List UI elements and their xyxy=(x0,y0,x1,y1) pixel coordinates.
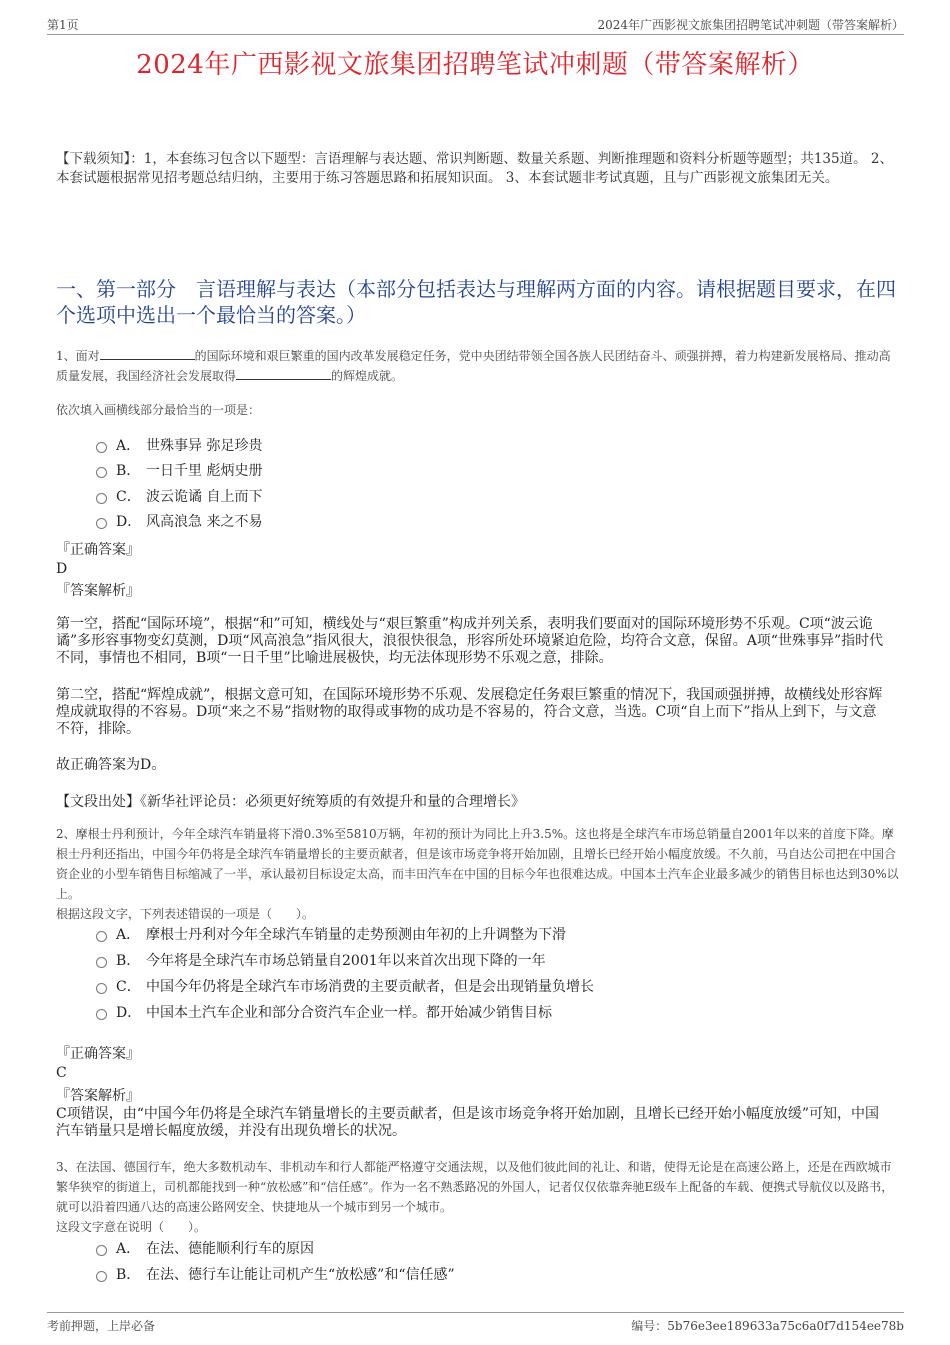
q3-option-a[interactable]: A． 在法、德能顺利行车的原因 xyxy=(96,1238,314,1260)
q3-prompt: 这段文字意在说明（ ）。 xyxy=(56,1220,207,1234)
radio-icon[interactable] xyxy=(96,931,107,942)
q1-option-d[interactable]: D． 风高浪急 来之不易 xyxy=(96,511,262,533)
q2-option-d[interactable]: D． 中国本土汽车企业和部分合资汽车企业一样。都开始减少销售目标 xyxy=(96,1002,552,1024)
radio-icon[interactable] xyxy=(96,957,107,968)
q2-analysis: C项错误，由“中国今年仍将是全球汽车销量增长的主要贡献者，但是该市场竞争将开始加剧，且增长已经开始小幅度放缓”可知，中国汽车销量只是增长幅度放缓，并没有出现负增长的状况。 xyxy=(56,1106,880,1139)
q1-option-c[interactable]: C． 波云诡谲 自上而下 xyxy=(96,486,262,508)
q1-analysis-label: 『答案解析』 xyxy=(56,583,140,599)
q1-answer-label: 『正确答案』 xyxy=(56,542,140,558)
q1-answer: D xyxy=(56,561,68,577)
footer-serial-number: 编号：5b76e3ee189633a75c6a0f7d154ee78b xyxy=(631,1319,904,1333)
q2-answer: C xyxy=(56,1065,67,1081)
radio-icon[interactable] xyxy=(96,518,107,529)
question-3-text: 3、在法国、德国行车，绝大多数机动车、非机动车和行人都能严格遵守交通法规，以及他们彼此间的礼让、和谐，使得无论是在高速公路上，还是在西欧城市繁华狭窄的街道上，司机都能找到一种“放松感”和“信任感”。作为一名不熟悉路况的外国人，记者仅仅依靠奔驰E级车上配备的车载、便携式导航仪以及路书，就可以沿着四通八达的高速公路网安全、快捷地从一个城市到另一个城市。 xyxy=(56,1160,894,1214)
download-notice: 【下载须知】：1，本套练习包含以下题型：言语理解与表达题、常识判断题、数量关系题、判断推理题和资料分析题等题型；共135道。 2、本套试题根据常见招考题总结归纳，主要用于练习答题思路和拓展知识面。 3、本套试题非考试真题，且与广西影视文旅集团无关。 xyxy=(56,151,893,186)
q2-option-a[interactable]: A． 摩根士丹利对今年全球汽车销量的走势预测由年初的上升调整为下滑 xyxy=(96,924,566,946)
radio-icon[interactable] xyxy=(96,1271,107,1282)
q1-prompt: 依次填入画横线部分最恰当的一项是： xyxy=(56,403,261,417)
q1-text-part3: 的辉煌成就。 xyxy=(331,369,404,383)
q2-option-b[interactable]: B． 今年将是全球汽车市场总销量自2001年以来首次出现下降的一年 xyxy=(96,950,546,972)
document-title: 2024年广西影视文旅集团招聘笔试冲刺题（带答案解析） xyxy=(136,50,814,80)
q3-option-b[interactable]: B． 在法、德行车让能让司机产生“放松感”和“信任感” xyxy=(96,1264,455,1286)
q2-prompt: 根据这段文字，下列表述错误的一项是（ ）。 xyxy=(56,907,315,921)
page-footer xyxy=(47,1312,904,1335)
radio-icon[interactable] xyxy=(96,1009,107,1020)
q1-option-a[interactable]: A． 世殊事异 弥足珍贵 xyxy=(96,435,262,457)
radio-icon[interactable] xyxy=(96,1245,107,1256)
question-1-text xyxy=(56,346,900,386)
section-heading: 一、第一部分 言语理解与表达（本部分包括表达与理解两方面的内容。请根据题目要求，在四个选项中选出一个最恰当的答案。） xyxy=(56,277,896,327)
fill-blank-1 xyxy=(100,347,195,360)
page-header xyxy=(47,14,904,35)
page-number: 第1页 xyxy=(47,18,79,32)
q2-answer-label: 『正确答案』 xyxy=(56,1046,140,1062)
q1-conclusion: 故正确答案为D。 xyxy=(56,757,166,773)
q1-text-part1: 1、面对 xyxy=(56,349,100,363)
header-doc-title: 2024年广西影视文旅集团招聘笔试冲刺题（带答案解析） xyxy=(597,18,904,32)
q2-option-c[interactable]: C． 中国今年仍将是全球汽车市场消费的主要贡献者，但是会出现销量负增长 xyxy=(96,976,594,998)
radio-icon[interactable] xyxy=(96,467,107,478)
q1-analysis-para-2: 第二空，搭配“辉煌成就”，根据文意可知，在国际环境形势不乐观、发展稳定任务艰巨繁重的情况下，我国顽强拼搏，故横线处形容辉煌成就取得的不容易。D项“来之不易”指财物的取得或事物的成功是不容易的，符合文意，当选。C项“自上而下”指从上到下，与文意不符，排除。 xyxy=(56,687,883,737)
q2-analysis-label: 『答案解析』 xyxy=(56,1088,140,1104)
radio-icon[interactable] xyxy=(96,493,107,504)
question-2-text: 2、摩根士丹利预计，今年全球汽车销量将下滑0.3%至5810万辆，年初的预计为同比上升3.5%。这也将是全球汽车市场总销量自2001年以来的首度下降。摩根士丹利还指出，中国今年仍将是全球汽车销量增长的主要贡献者，但是该市场竞争将开始加剧，且增长已经开始小幅度放缓。不久前，马自达公司把在中国合资企业的小型车销售目标缩减了一半，承认最初目标设定太高，而丰田汽车在中国的目标今年也很难达成。中国本土汽车企业最多减少的销售目标也达到30%以上。 xyxy=(56,827,899,901)
q1-option-b[interactable]: B． 一日千里 彪炳史册 xyxy=(96,460,262,482)
q1-text-part2: 的国际环境和艰巨繁重的国内改革发展稳定任务，党中央团结带领全国各族人民团结奋斗、顽强拼搏，着力构建新发展格局、推动高质量发展，我国经济社会发展取得 xyxy=(56,349,891,383)
q1-source: 【文段出处】《新华社评论员：必须更好统筹质的有效提升和量的合理增长》 xyxy=(56,794,525,810)
footer-slogan: 考前押题，上岸必备 xyxy=(47,1319,156,1333)
radio-icon[interactable] xyxy=(96,983,107,994)
q1-analysis-para-1: 第一空，搭配“国际环境”，根据“和”可知，横线处与“艰巨繁重”构成并列关系，表明我们要面对的国际环境形势不乐观。C项“波云诡谲”多形容事物变幻莫测，D项“风高浪急”指风很大，浪很快很急，形容所处环境紧迫危险，均符合文意，保留。A项“世殊事异”指时代不同，事情也不相同，B项“一日千里”比喻进展极快，均无法体现形势不乐观之意，排除。 xyxy=(56,616,884,666)
fill-blank-2 xyxy=(236,367,331,380)
radio-icon[interactable] xyxy=(96,442,107,453)
